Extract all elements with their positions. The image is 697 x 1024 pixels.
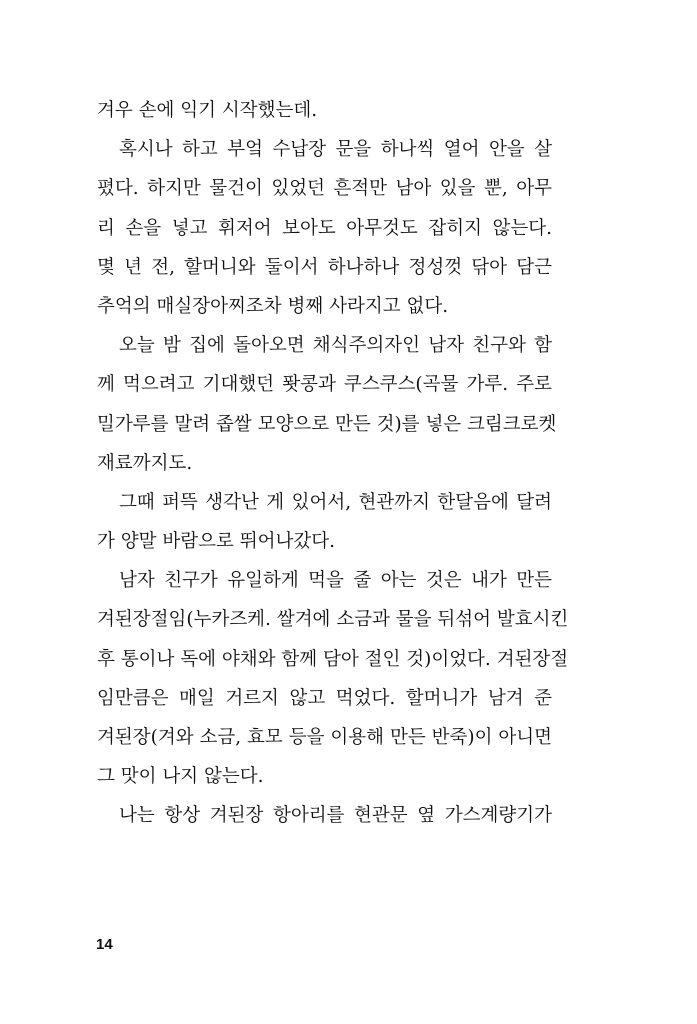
text-line: 겨우 손에 익기 시작했는데. xyxy=(97,100,318,121)
text-line: 그 맛이 나지 않는다. xyxy=(97,766,264,788)
text-line: 폈다. 하지만 물건이 있었던 흔적만 남아 있을 뿐, 아무 xyxy=(97,178,552,200)
text-line: 재료까지도. xyxy=(97,452,193,474)
paragraph xyxy=(97,566,569,801)
text-line: 겨된장절임(누카즈케. 쌀겨에 소금과 물을 뒤섞어 발효시킨 xyxy=(97,609,569,631)
paragraph xyxy=(97,96,552,135)
text-line: 남자 친구가 유일하게 먹을 줄 아는 것은 내가 만든 xyxy=(119,570,552,592)
paragraph xyxy=(97,135,552,331)
text-line: 나는 항상 겨된장 항아리를 현관문 옆 가스계량기가 xyxy=(119,805,552,827)
page-number: 14 xyxy=(96,936,113,953)
text-line: 가 양말 바람으로 뛰어나갔다. xyxy=(97,531,335,553)
text-line: 겨된장(겨와 소금, 효모 등을 이용해 만든 반죽)이 아니면 xyxy=(97,727,552,748)
text-line: 께 먹으려고 기대했던 퐛콩과 쿠스쿠스(곡물 가루. 주로 xyxy=(97,374,552,396)
text-line: 밀가루를 말려 좁쌀 모양으로 만든 것)를 넣은 크림크로켓 xyxy=(97,413,557,435)
text-line: 후 통이나 독에 야채와 함께 담아 절인 것)이었다. 겨된장절 xyxy=(97,648,569,670)
body-text xyxy=(97,96,569,841)
text-line: 혹시나 하고 부엌 수납장 문을 하나씩 열어 안을 살 xyxy=(119,139,552,161)
text-line: 그때 퍼뜩 생각난 게 있어서, 현관까지 한달음에 달려 xyxy=(119,491,552,513)
paragraph xyxy=(97,488,552,566)
text-line: 리 손을 넣고 휘저어 보아도 아무것도 잡히지 않는다. xyxy=(97,217,552,239)
text-line: 추억의 매실장아찌조차 병째 사라지고 없다. xyxy=(97,295,449,317)
text-line: 몇 년 전, 할머니와 둘이서 하나하나 정성껏 닦아 담근 xyxy=(97,256,552,278)
text-line: 임만큼은 매일 거르지 않고 먹었다. 할머니가 남겨 준 xyxy=(97,687,552,709)
paragraph xyxy=(97,801,552,840)
paragraph xyxy=(97,331,557,488)
text-line: 오늘 밤 집에 돌아오면 채식주의자인 남자 친구와 함 xyxy=(119,335,552,357)
